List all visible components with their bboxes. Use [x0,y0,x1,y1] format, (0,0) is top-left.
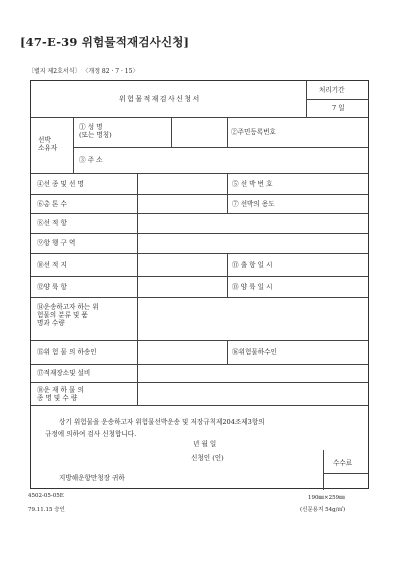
row-line [31,364,368,365]
processing-divider [306,99,369,100]
row-line [31,233,368,234]
date-line: 년 월 일 [193,440,217,448]
consignee-label: ⑯위험물하수인 [232,348,277,356]
fee-col-line [323,450,324,490]
shipper-label: ⑮위 험 물 의 하송인 [37,348,97,356]
departure-datetime-label: ⑪ 출 항 일 시 [232,261,273,269]
row-line [31,173,368,174]
fee-line [323,473,368,474]
addressee: 지방해운항만청장 귀하 [59,474,125,482]
other-cargo-label: ⑱운 재 하 물 의 종 명 및 수 량 [37,386,84,403]
arrival-datetime-label: ⑬ 양 륙 일 시 [232,283,273,291]
col-line [227,173,228,213]
form-note: 〔별지 제2호서식〕 〈개정 82 · 7 · 15〉 [28,68,139,75]
col-line [171,117,172,147]
resident-number-label: ②주민등록번호 [231,128,276,136]
row-line [31,253,368,254]
row-line [73,147,368,148]
ship-type-name-label: ④선 종 및 선 명 [37,180,84,188]
gross-tonnage-label: ⑥총 톤 수 [37,200,67,208]
paper-type: (신문용지 54g/㎡) [300,507,346,513]
fee-label: 수수료 [333,459,353,467]
loading-place-label: ⑩선 적 지 [37,261,67,269]
unloading-port-label: ⑫양 륙 항 [37,283,67,291]
col-line [306,81,307,117]
row-line [31,340,368,341]
application-form [30,80,369,489]
col-line [227,253,228,297]
applicant-line: 신청인 (인) [191,454,224,462]
statement-line-1: 상기 위험물을 운송하고자 위험물선박운송 및 저장규칙제204조제3항의 [59,418,265,426]
cargo-description-label: ⑭운송하고자 하는 위 험물의 분류 및 품 명과 수량 [37,303,99,328]
row-line [31,405,368,406]
owner-name-label: ① 성 명 (또는 명칭) [79,123,112,140]
statement-line-2: 규정에 의하여 검사 신청합니다. [45,430,137,438]
approval-date: 79.11.15 승인 [28,507,65,513]
form-heading: 위험물적재검사신청서 [119,95,201,103]
row-line [31,297,368,298]
row-line [31,117,368,118]
col-line [137,173,138,405]
document-title: [47-E-39 위험물적재검사신청] [20,35,190,49]
stowage-label: ⑰적재장소및 설비 [37,369,91,377]
navigation-area-label: ⑨항 행 구 역 [37,239,76,247]
processing-period-value: 7 일 [332,104,345,112]
owner-group-label: 선박 소유자 [38,136,58,153]
col-line [227,340,228,364]
owner-address-label: ③ 주 소 [79,156,103,164]
ship-number-label: ⑤ 선 박 번 호 [232,180,273,188]
port-of-registry-label: ⑧선 적 항 [37,219,67,227]
row-line [31,194,368,195]
row-line [31,382,368,383]
col-line [227,117,228,147]
row-line [31,276,368,277]
form-code: 4502-05-05E [28,493,64,499]
row-line [31,213,368,214]
ship-use-label: ⑦ 선박의 용도 [232,200,275,208]
col-line [73,117,74,173]
processing-period-label: 처리기간 [319,86,345,94]
paper-size: 190㎜×259㎜ [308,495,345,501]
